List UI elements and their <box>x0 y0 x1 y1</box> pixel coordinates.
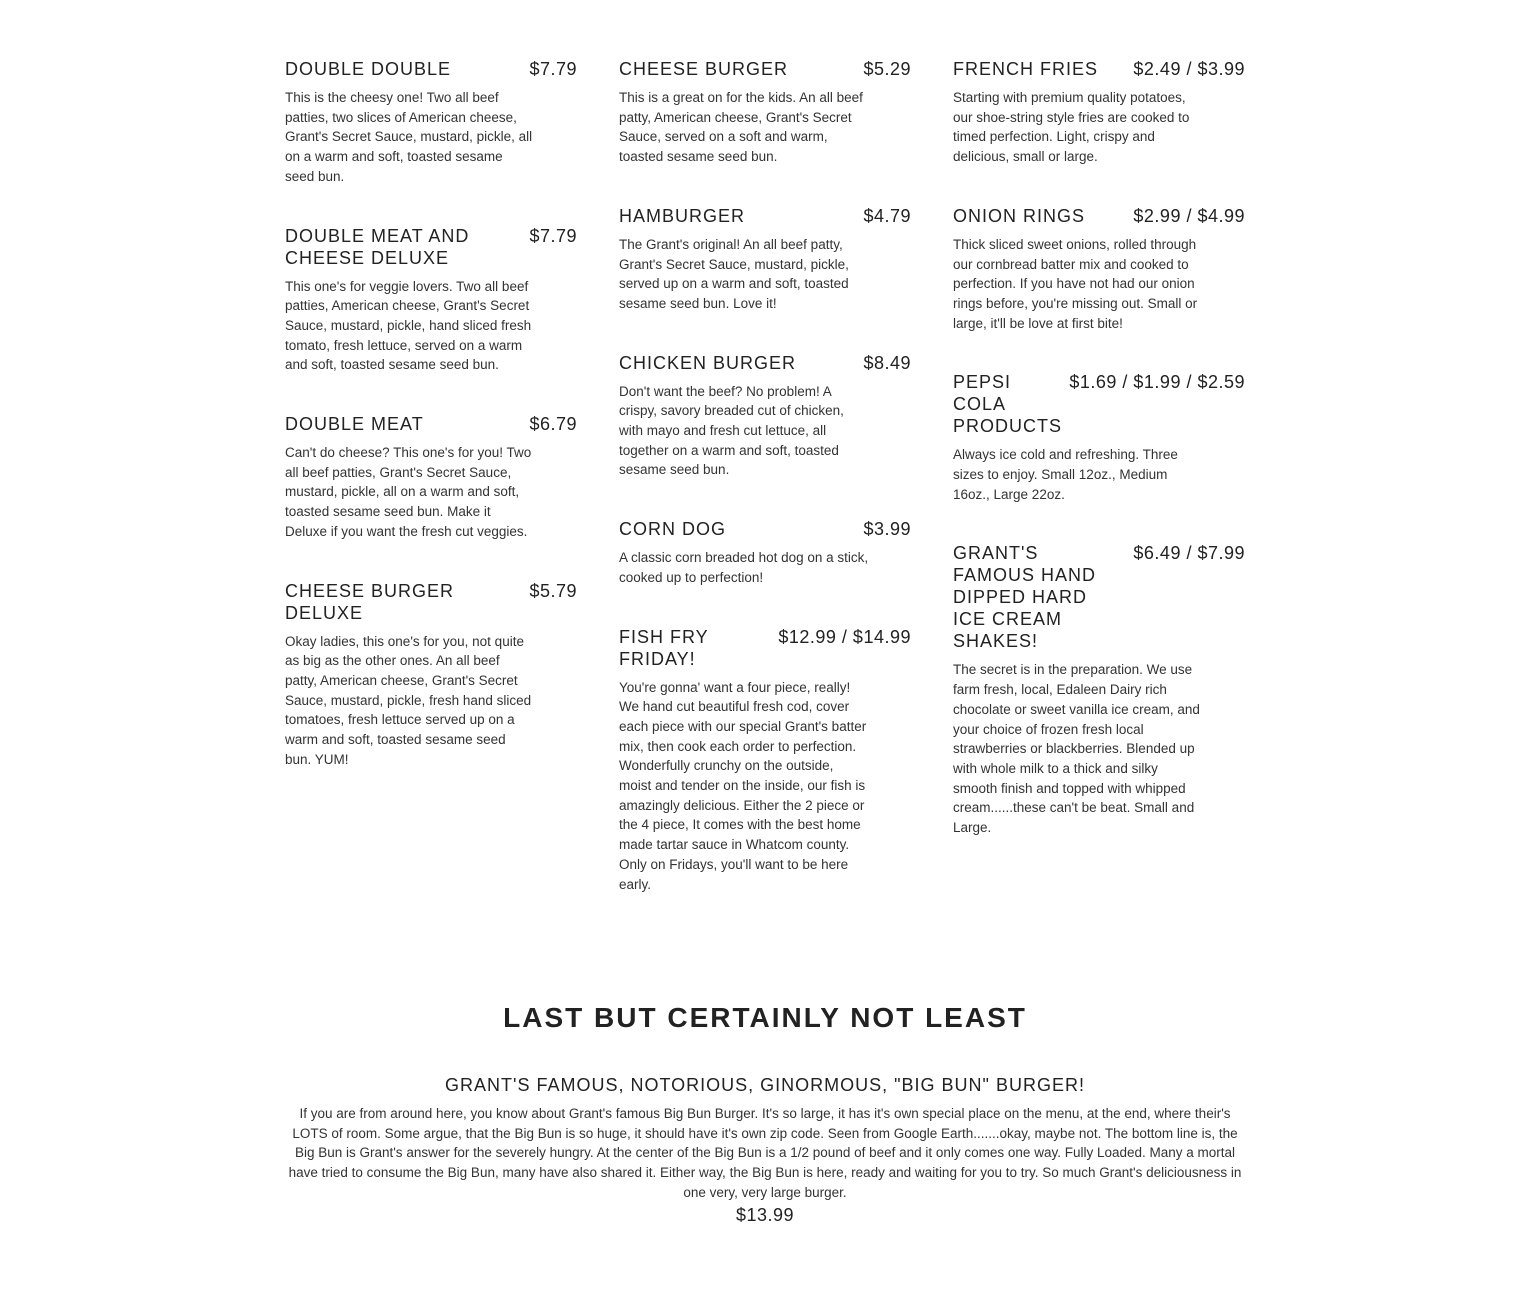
menu-item-description: Always ice cold and refreshing. Three sizes to enjoy. Small 12oz., Medium 16oz., Large 22oz. <box>953 447 1178 502</box>
menu-item-header <box>619 352 911 374</box>
menu-item-double-meat <box>285 413 577 542</box>
menu-item-description: Don't want the beef? No problem! A crispy, savory breaded cut of chicken, with mayo and fresh cut lettuce, all together on a warm and soft, toasted sesame seed bun. <box>619 383 844 478</box>
menu-item-description: Okay ladies, this one's for you, not quite as big as the other ones. An all beef patty, American cheese, Grant's Secret Sauce, mustard, pickle, fresh hand sliced tomatoes, fresh lettuce served up on a warm and soft, toasted sesame seed bun. YUM! <box>285 633 532 767</box>
menu-item-price: $2.99 / $4.99 <box>1133 205 1245 226</box>
menu-item-price: $1.69 / $1.99 / $2.59 <box>1069 372 1245 393</box>
menu-column-3 <box>953 58 1245 932</box>
menu-item-description: This one's for veggie lovers. Two all beef patties, American cheese, Grant's Secret Sauce, mustard, pickle, hand sliced fresh tomato, fresh lettuce, served on a warm and soft, toasted sesame seed bun. <box>285 278 532 373</box>
menu-item-double-meat-and-cheese-deluxe <box>285 225 577 376</box>
menu-item-header <box>619 205 911 227</box>
menu-item-name: FISH FRY FRIDAY! <box>619 626 709 669</box>
menu-item-description: Can't do cheese? This one's for you! Two all beef patties, Grant's Secret Sauce, mustard, pickle, all on a warm and soft, toasted sesame seed bun. Make it Deluxe if you want the fresh cut veggies. <box>285 445 532 539</box>
menu-item-name: CHICKEN BURGER <box>619 352 797 373</box>
menu-item-ice-cream-shakes <box>953 542 1245 837</box>
menu-item-name: CHEESE BURGER DELUXE <box>285 580 455 623</box>
section-title: LAST BUT CERTAINLY NOT LEAST <box>503 1002 1027 1033</box>
menu-item-name: DOUBLE MEAT <box>285 414 424 435</box>
menu-item-price: $6.49 / $7.99 <box>1133 543 1245 564</box>
menu-column-1 <box>285 58 577 932</box>
menu-item-description: Thick sliced sweet onions, rolled through our cornbread batter mix and cooked to perfection. If you have not had our onion rings before, you're missing out. Small or large, it'll be love at first bite! <box>953 236 1198 331</box>
menu-item-hamburger <box>619 205 911 314</box>
menu-item-price: $5.29 <box>863 59 911 79</box>
menu-item-header <box>953 58 1245 80</box>
menu-item-name: PEPSI COLA PRODUCTS <box>953 372 1063 437</box>
menu-item-name: GRANT'S FAMOUS HAND DIPPED HARD ICE CREAM SHAKES! <box>953 543 1097 652</box>
menu-item-name: DOUBLE DOUBLE <box>285 59 452 79</box>
menu-grid <box>285 58 1245 932</box>
menu-item-name: DOUBLE MEAT AND CHEESE DELUXE <box>285 225 470 268</box>
menu-column-2 <box>619 58 911 932</box>
menu-item-double-double <box>285 58 577 187</box>
menu-item-price: $8.49 <box>863 352 911 373</box>
menu-item-cheese-burger-deluxe <box>285 580 577 770</box>
feature-item-description: If you are from around here, you know about Grant's famous Big Bun Burger. It's so large, it has it's own special place on the menu, at the end, where their's LOTS of room. Some argue, that the Big Bun is so huge, it should have it's own zip code. Seen from Google Earth.......okay, maybe not. The bottom line is, the Big Bun is Grant's answer for the severely hungry. At the center of the Big Bun is a 1/2 pound of beef and it only comes one way. Fully Loaded. Many a mortal have tried to consume the Big Bun, many have also shared it. Either way, the Big Bun is here, ready and waiting for you to try. So much Grant's deliciousness in one very, very large burger. <box>288 1106 1242 1200</box>
menu-item-price: $7.79 <box>529 59 577 79</box>
menu-item-description: The Grant's original! An all beef patty, Grant's Secret Sauce, mustard, pickle, served up on a warm and soft, toasted sesame seed bun. Love it! <box>619 236 849 311</box>
menu-item-onion-rings <box>953 205 1245 334</box>
feature-item-price: $13.99 <box>735 1204 795 1225</box>
menu-item-description: A classic corn breaded hot dog on a stick, cooked up to perfection! <box>619 550 869 585</box>
menu-item-header <box>285 58 577 80</box>
menu-item-chicken-burger <box>619 352 911 481</box>
menu-item-price: $3.99 <box>863 519 911 540</box>
menu-item-name: FRENCH FRIES <box>953 59 1099 79</box>
menu-item-name: HAMBURGER <box>619 205 746 226</box>
menu-item-header <box>953 205 1245 227</box>
last-section <box>285 1000 1245 1226</box>
menu-item-cheese-burger <box>619 58 911 167</box>
menu-item-header <box>953 371 1245 437</box>
menu-item-description: This is the cheesy one! Two all beef patties, two slices of American cheese, Grant's Secret Sauce, mustard, pickle, all on a warm and soft, toasted sesame seed bun. <box>285 90 533 184</box>
menu-item-header <box>619 518 911 540</box>
menu-item-price: $5.79 <box>529 580 577 601</box>
menu-item-description: The secret is in the preparation. We use farm fresh, local, Edaleen Dairy rich chocolate or sweet vanilla ice cream, and your choice of frozen fresh local strawberries or blackberries. Blended up with whole milk to a thick and silky smooth finish and topped with whipped cream......these can't be beat. Small and Large. <box>953 662 1200 836</box>
menu-item-pepsi-cola-products <box>953 371 1245 504</box>
menu-item-fish-fry-friday <box>619 626 911 895</box>
menu-item-french-fries <box>953 58 1245 167</box>
menu-item-header <box>285 580 577 624</box>
menu-item-price: $2.49 / $3.99 <box>1133 59 1245 79</box>
menu-item-header <box>619 58 911 80</box>
menu-item-price: $4.79 <box>863 205 911 226</box>
menu-item-header <box>953 542 1245 652</box>
menu-item-header <box>285 225 577 269</box>
menu-item-price: $7.79 <box>529 225 577 246</box>
feature-item-name: GRANT'S FAMOUS, NOTORIOUS, GINORMOUS, "BIG BUN" BURGER! <box>445 1075 1085 1095</box>
menu-item-name: ONION RINGS <box>953 205 1086 226</box>
menu-item-description: This is a great on for the kids. An all beef patty, American cheese, Grant's Secret Sauce, served on a soft and warm, toasted sesame seed bun. <box>619 90 863 165</box>
menu-item-corn-dog <box>619 518 911 587</box>
menu-item-description: Starting with premium quality potatoes, our shoe-string style fries are cooked to timed perfection. Light, crispy and delicious, small or large. <box>953 90 1190 165</box>
menu-item-price: $6.79 <box>529 414 577 435</box>
menu-item-name: CHEESE BURGER <box>619 59 789 79</box>
menu-item-description: You're gonna' want a four piece, really! We hand cut beautiful fresh cod, cover each piece with our special Grant's batter mix, then cook each order to perfection. Wonderfully crunchy on the outside, moist and tender on the inside, our fish is amazingly delicious. Either the 2 piece or the 4 piece, It comes with the best home made tartar sauce in Whatcom county. Only on Fridays, you'll want to be here early. <box>619 679 867 892</box>
menu-item-price: $12.99 / $14.99 <box>778 626 911 647</box>
menu-item-header <box>285 413 577 435</box>
menu-item-header <box>619 626 911 670</box>
menu-item-name: CORN DOG <box>619 519 726 540</box>
